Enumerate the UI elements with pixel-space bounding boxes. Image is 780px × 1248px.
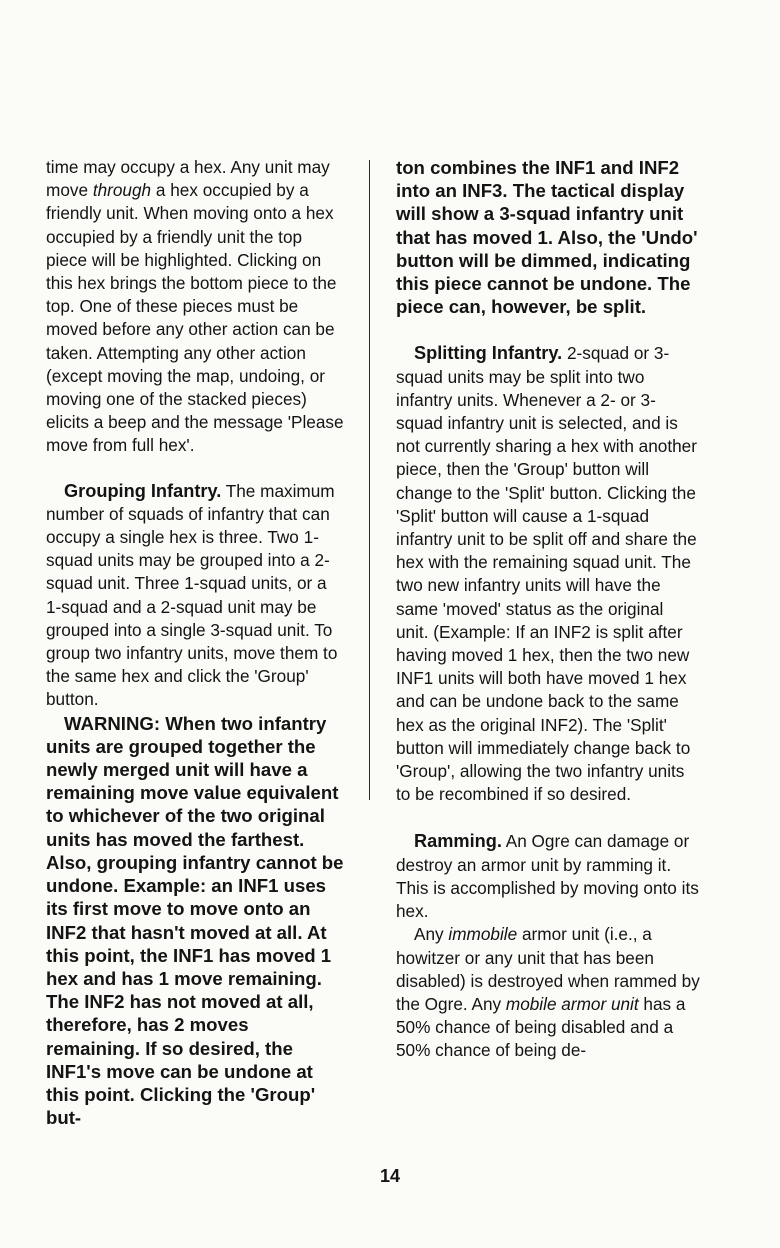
column-divider xyxy=(369,160,370,800)
right-column xyxy=(396,156,700,1063)
paragraph-grouping-infantry xyxy=(46,480,346,712)
text-run: a hex occupied by a friendly unit. When moving onto a hex occupied by a friendly unit the top piece will be highlighted. Clicking on this hex brings the bottom piece to the top. One of these pieces must be moved before any other action can be taken. Attempting any other action (except moving the map, undoing, or moving one of the stacked pieces) elicits a beep and the message 'Please move from full hex'. xyxy=(46,180,344,456)
paragraph-stacking xyxy=(46,156,346,458)
emphasis-mobile-armor-unit: mobile armor unit xyxy=(505,993,639,1014)
emphasis-through: through xyxy=(92,180,152,201)
emphasis-immobile: immobile xyxy=(448,924,518,945)
text-run: has a 50% chance of being disabled and a 50% chance of being de- xyxy=(396,993,686,1061)
section-heading-grouping-infantry: Grouping Infantry. xyxy=(64,480,222,501)
paragraph-ramming-continued xyxy=(396,923,700,1062)
text-run: The maximum number of squads of infantry that can occupy a single hex is three. Two 1-squad units may be grouped into a 2-squad unit. Three 1-squad units, or a 1-squad and a 2-squad unit may be grouped into a single 3-squad unit. To group two infantry units, move them to the same hex and click the 'Group' button. xyxy=(46,480,338,710)
section-heading-splitting-infantry: Splitting Infantry. xyxy=(414,343,563,364)
left-column xyxy=(46,156,346,1129)
warning-block: WARNING: When two infantry units are grouped together the newly merged unit will have a remaining move value equivalent to whichever of the two original units has moved the farthest. Also, grouping infantry cannot be undone. Example: an INF1 uses its first move to move onto an INF2 that hasn't moved at all. At this point, the INF1 has moved 1 hex and has 1 move remaining. The INF2 has not moved at all, therefore, has 2 moves remaining. If so desired, the INF1's move can be undone at this point. Clicking the 'Group' but- xyxy=(46,712,344,1129)
text-run: An Ogre can damage or destroy an armor unit by ramming it. This is accomplished by moving onto its hex. xyxy=(396,831,699,922)
section-heading-ramming: Ramming. xyxy=(414,831,502,852)
paragraph-ramming xyxy=(396,830,700,923)
paragraph-splitting-infantry xyxy=(396,342,700,806)
warning-continuation: ton combines the INF1 and INF2 into an INF3. The tactical display will show a 3-squad infantry unit that has moved 1. Also, the 'Undo' button will be dimmed, indicating this piece cannot be undone. The piece can, however, be split. xyxy=(396,157,698,318)
text-run: armor unit (i.e., a howitzer or any unit that has been disabled) is destroyed when rammed by the Ogre. Any xyxy=(396,924,700,1014)
text-run: 2-squad or 3-squad units may be split into two infantry units. Whenever a 2- or 3-squad infantry unit is selected, and is not currently sharing a hex with another piece, then the 'Group' button will change to the 'Split' button. Clicking the 'Split' button will cause a 1-squad infantry unit to be split off and share the hex with the remaining squad unit. The two new infantry units will have the same 'moved' status as the original unit. (Example: If an INF2 is split after having moved 1 hex, then the two new INF1 units will both have moved 1 hex and can be undone back to the same hex as the original INF2). The 'Split' button will immediately change back to 'Group', allowing the two infantry units to be recombined if so desired. xyxy=(396,343,697,805)
text-run: time may occupy a hex. Any unit may move xyxy=(46,157,330,201)
page-number: 14 xyxy=(379,1166,401,1186)
text-run: Any xyxy=(414,924,449,945)
